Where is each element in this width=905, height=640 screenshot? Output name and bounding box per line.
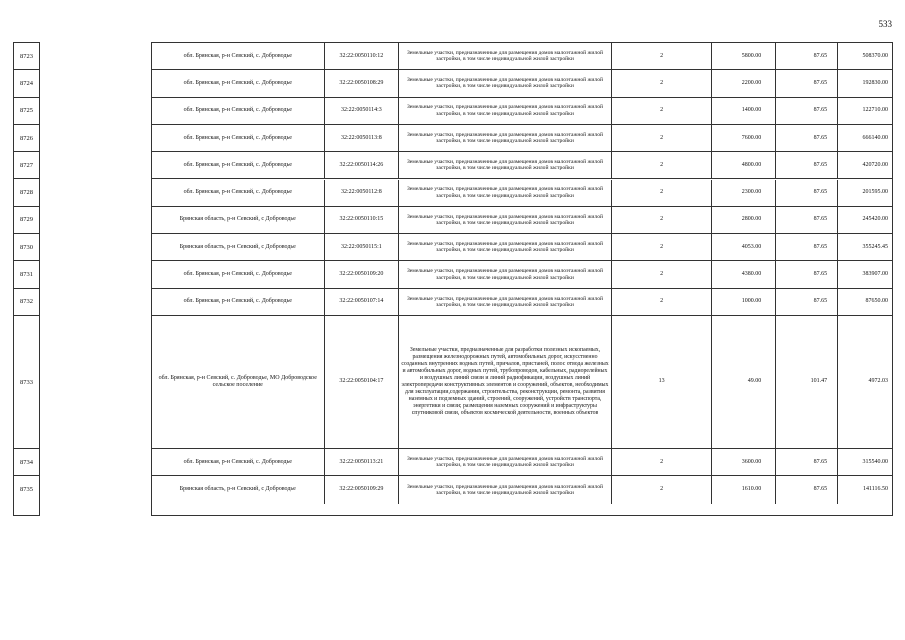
cadastral-value-cell: 4972.03 <box>868 378 888 385</box>
category-cell: 2 <box>612 476 713 503</box>
table-row <box>152 125 892 152</box>
cadastral-number-cell: 32:22:0050109:20 <box>325 261 400 287</box>
category-cell: 2 <box>612 43 713 69</box>
cadastral-number-cell: 32:22:0050104:17 <box>325 316 400 448</box>
permitted-use-cell: Земельные участки, предназначенные для размещения домов малоэтажной жилой застройки, в том числе индивидуальной жилой застройки <box>399 98 611 124</box>
permitted-use-cell: Земельные участки, предназначенные для размещения домов малоэтажной жилой застройки, в том числе индивидуальной жилой застройки <box>399 152 611 178</box>
row-number: 8734 <box>14 449 39 476</box>
unit-price-cell: 87.65 <box>776 152 838 178</box>
area-cell: 4053.00 <box>712 234 776 260</box>
cadastral-number-cell: 32:22:0050110:12 <box>325 43 400 69</box>
category-cell: 2 <box>612 98 713 124</box>
address-cell: обл. Брянская, р-н Севский, с. Доброводье <box>152 98 325 124</box>
row-number: 8735 <box>20 486 33 494</box>
cadastral-value-cell: 315540.00 <box>862 458 888 465</box>
row-number: 8730 <box>14 234 39 261</box>
permitted-use-cell: Земельные участки, предназначенные для размещения домов малоэтажной жилой застройки, в том числе индивидуальной жилой застройки <box>399 449 611 475</box>
category-cell: 2 <box>612 234 713 260</box>
cadastral-value-cell: 87650.00 <box>865 298 888 305</box>
cadastral-number-cell: 32:22:0050109:29 <box>325 476 400 503</box>
table-row <box>152 43 892 70</box>
address-cell: обл. Брянская, р-н Севский, с. Доброводье <box>152 70 325 96</box>
address-cell: Брянская область, р-н Севский, с Доброводье <box>152 207 325 233</box>
row-number: 8723 <box>14 43 39 70</box>
category-cell: 2 <box>612 152 713 178</box>
permitted-use-cell: Земельные участки, предназначенные для разработки полезных ископаемых, размещения железнодорожных путей, автомобильных дорог, искусственно созданных внутренних водных путей, причалов, пристаней, полос отвода железных и автомобильных дорог, водных путей, трубопроводов, кабельных, радиорелейных и воздушных линий связи и линий радиофикации, воздушных линий электропередачи конструктивных элементов и сооружений, объектов, необходимых для эксплуатации,содержания, строительства, реконструкции, ремонта, развития наземных и подземных зданий, строений, сооружений, устройств транспорта, энергетики и связи; размещения наземных сооружений и инфраструктуры спутниковой связи, объектов космической деятельности, военных объектов <box>399 316 611 448</box>
area-cell: 1400.00 <box>712 98 776 124</box>
cadastral-value-cell: 245420.00 <box>862 216 888 223</box>
category-cell: 13 <box>612 316 713 448</box>
land-plot-table <box>151 42 893 516</box>
category-cell: 2 <box>612 207 713 233</box>
address-cell: обл. Брянская, р-н Севский, с. Доброводье <box>152 43 325 69</box>
permitted-use-cell: Земельные участки, предназначенные для размещения домов малоэтажной жилой застройки, в том числе индивидуальной жилой застройки <box>399 261 611 287</box>
unit-price-cell: 87.65 <box>776 70 838 96</box>
row-number-column <box>13 42 40 516</box>
table-row <box>152 476 892 503</box>
unit-price-cell: 87.65 <box>776 449 838 475</box>
address-cell: Брянская область, р-н Севский, с Доброводье <box>152 234 325 260</box>
unit-price-cell: 101.47 <box>776 316 838 448</box>
table-row <box>152 207 892 234</box>
category-cell: 2 <box>612 70 713 96</box>
unit-price-cell: 87.65 <box>776 43 838 69</box>
row-number: 8728 <box>14 180 39 207</box>
area-cell: 5800.00 <box>712 43 776 69</box>
address-cell: обл. Брянская, р-н Севский, с. Доброводье <box>152 152 325 178</box>
row-number: 8725 <box>14 98 39 125</box>
row-number: 8732 <box>14 289 39 316</box>
table-row <box>152 180 892 207</box>
category-cell: 2 <box>612 289 713 315</box>
cadastral-value-cell: 355245.45 <box>862 243 888 250</box>
permitted-use-cell: Земельные участки, предназначенные для размещения домов малоэтажной жилой застройки, в том числе индивидуальной жилой застройки <box>399 43 611 69</box>
address-cell: Брянская область, р-н Севский, с Доброводье <box>152 476 325 503</box>
area-cell: 1610.00 <box>712 476 776 503</box>
table-row <box>152 234 892 261</box>
table-row <box>152 261 892 288</box>
unit-price-cell: 87.65 <box>776 98 838 124</box>
cadastral-value-cell: 666140.00 <box>862 134 888 141</box>
area-cell: 1000.00 <box>712 289 776 315</box>
cadastral-value-cell: 420720.00 <box>862 161 888 168</box>
address-cell: обл. Брянская, р-н Севский, с. Доброводье <box>152 289 325 315</box>
cadastral-number-cell: 32:22:0050107:14 <box>325 289 400 315</box>
address-cell: обл. Брянская, р-н Севский, с. Доброводье <box>152 449 325 475</box>
row-number: 8731 <box>14 261 39 288</box>
area-cell: 4800.00 <box>712 152 776 178</box>
table-row <box>152 98 892 125</box>
category-cell: 2 <box>612 449 713 475</box>
cadastral-value-cell: 508370.00 <box>862 52 888 59</box>
cadastral-number-cell: 32:22:0050113:8 <box>325 125 400 151</box>
permitted-use-cell: Земельные участки, предназначенные для размещения домов малоэтажной жилой застройки, в том числе индивидуальной жилой застройки <box>399 180 611 206</box>
unit-price-cell: 87.65 <box>776 207 838 233</box>
cadastral-number-cell: 32:22:0050110:15 <box>325 207 400 233</box>
address-cell: обл. Брянская, р-н Севский, с. Доброводье <box>152 180 325 206</box>
cadastral-number-cell: 32:22:0050113:21 <box>325 449 400 475</box>
unit-price-cell: 87.65 <box>776 180 838 206</box>
address-cell: обл. Брянская, р-н Севский, с. Доброводье, МО Доброводское сельское поселение <box>152 316 325 448</box>
table-row <box>152 70 892 97</box>
permitted-use-cell: Земельные участки, предназначенные для размещения домов малоэтажной жилой застройки, в том числе индивидуальной жилой застройки <box>399 289 611 315</box>
permitted-use-cell: Земельные участки, предназначенные для размещения домов малоэтажной жилой застройки, в том числе индивидуальной жилой застройки <box>399 125 611 151</box>
cadastral-number-cell: 32:22:0050112:8 <box>325 180 400 206</box>
table-row <box>152 316 892 449</box>
area-cell: 2300.00 <box>712 180 776 206</box>
unit-price-cell: 87.65 <box>776 125 838 151</box>
cadastral-value-cell: 141116.50 <box>862 486 888 493</box>
table-row <box>152 449 892 476</box>
unit-price-cell: 87.65 <box>776 261 838 287</box>
row-number: 8724 <box>14 70 39 97</box>
cadastral-number-cell: 32:22:0050114:3 <box>325 98 400 124</box>
area-cell: 7600.00 <box>712 125 776 151</box>
area-cell: 2200.00 <box>712 70 776 96</box>
address-cell: обл. Брянская, р-н Севский, с. Доброводье <box>152 125 325 151</box>
cadastral-value-cell: 122710.00 <box>862 107 888 114</box>
permitted-use-cell: Земельные участки, предназначенные для размещения домов малоэтажной жилой застройки, в том числе индивидуальной жилой застройки <box>399 234 611 260</box>
page-number: 533 <box>878 19 892 29</box>
permitted-use-cell: Земельные участки, предназначенные для размещения домов малоэтажной жилой застройки, в том числе индивидуальной жилой застройки <box>399 70 611 96</box>
address-cell: обл. Брянская, р-н Севский, с. Доброводье <box>152 261 325 287</box>
category-cell: 2 <box>612 261 713 287</box>
permitted-use-cell: Земельные участки, предназначенные для размещения домов малоэтажной жилой застройки, в том числе индивидуальной жилой застройки <box>399 476 611 503</box>
unit-price-cell: 87.65 <box>776 476 838 503</box>
row-number: 8727 <box>14 152 39 179</box>
area-cell: 49.00 <box>712 316 776 448</box>
area-cell: 3600.00 <box>712 449 776 475</box>
cadastral-number-cell: 32:22:0050108:29 <box>325 70 400 96</box>
cadastral-value-cell: 192830.00 <box>862 79 888 86</box>
cadastral-number-cell: 32:22:0050115:1 <box>325 234 400 260</box>
table-row <box>152 289 892 316</box>
area-cell: 2800.00 <box>712 207 776 233</box>
category-cell: 2 <box>612 180 713 206</box>
unit-price-cell: 87.65 <box>776 234 838 260</box>
category-cell: 2 <box>612 125 713 151</box>
cadastral-value-cell: 383907.00 <box>862 271 888 277</box>
cadastral-number-cell: 32:22:0050114:26 <box>325 152 400 178</box>
row-number: 8733 <box>14 316 39 449</box>
unit-price-cell: 87.65 <box>776 289 838 315</box>
row-number: 8729 <box>14 207 39 234</box>
cadastral-value-cell: 201595.00 <box>862 189 888 196</box>
row-number: 8726 <box>14 125 39 152</box>
area-cell: 4380.00 <box>712 261 776 287</box>
table-row <box>152 152 892 179</box>
permitted-use-cell: Земельные участки, предназначенные для размещения домов малоэтажной жилой застройки, в том числе индивидуальной жилой застройки <box>399 207 611 233</box>
